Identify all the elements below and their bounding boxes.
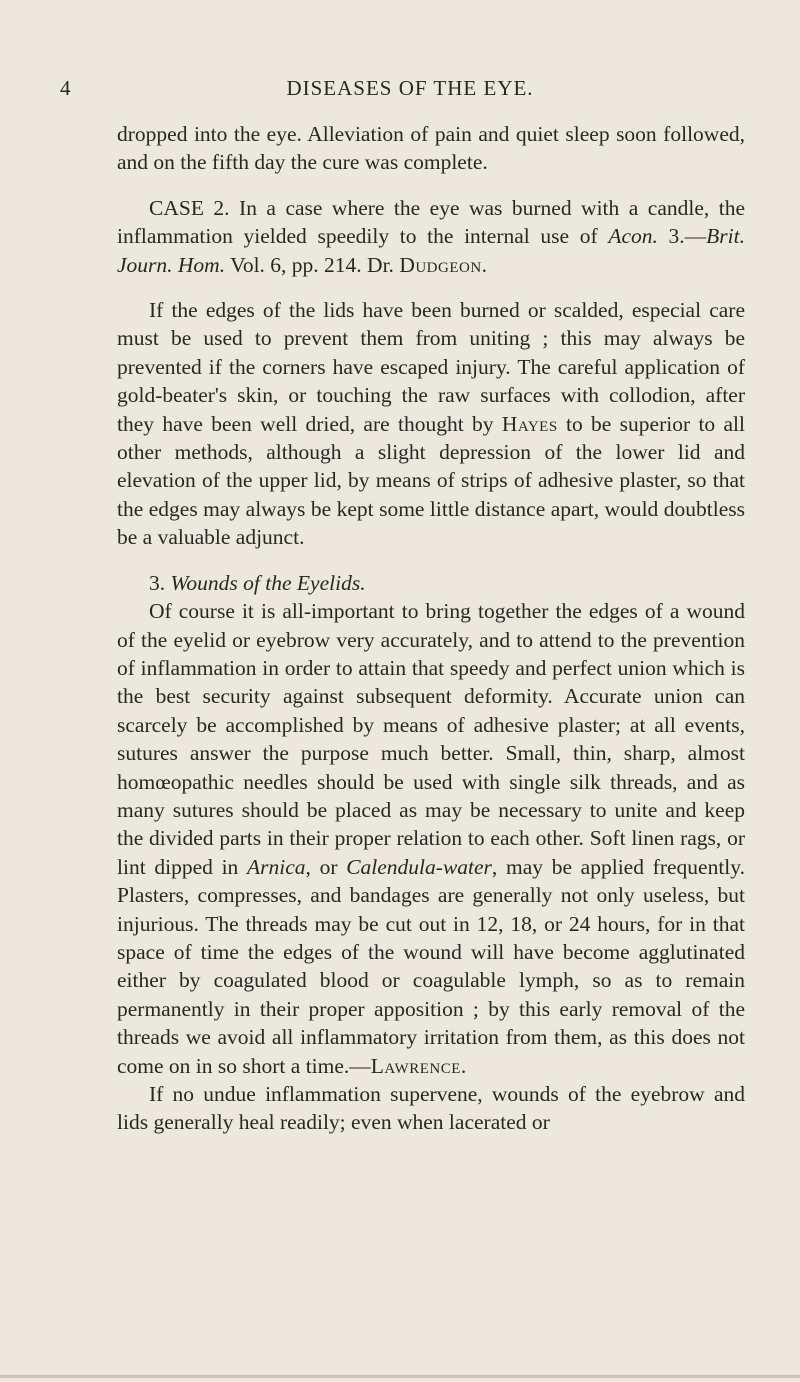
page-number: 4: [60, 76, 72, 100]
paragraph-case-2: [117, 194, 745, 279]
remedy-acon: Acon.: [608, 224, 658, 249]
page-edge-rule: [0, 1375, 800, 1378]
remedy-calendula: Calendula-water: [346, 854, 492, 879]
section-title: Wounds of the Eyelids.: [170, 570, 366, 595]
wounds-text-c: , may be applied frequently. Plasters, compresses, and bandages are generally not only useless, but injurious. The threads may be cut out in 12, 18, or 24 hours, for in that space of time the edges of the wound will have become agglutinated either by coagulated blood or coagulable lymph, so as to remain permanently in their proper apposition ; by this early removal of the threads we avoid all inflammatory irritation from them, as this does not come on in so short a time.—: [117, 854, 745, 1078]
case-text: In a case where the eye was burned with a candle, the inflammation yielded speedily to the internal use of: [117, 195, 745, 249]
paragraph-healing: If no undue inflammation supervene, wounds of the eyebrow and lids generally heal readily; even when lacerated or: [117, 1082, 745, 1135]
burned-lids-text-a: If the edges of the lids have been burned or scalded, especial care must be used to prevent them from uniting ; this may always be prevented if the corners have escaped injury. The careful application of gold-beater's skin, or touching the raw surfaces with collodion, after they have been well dried, are thought by: [117, 298, 745, 436]
case-ref: Vol. 6, pp. 214. Dr.: [225, 252, 400, 277]
paragraph-wounds: [117, 597, 745, 1080]
section-heading: [117, 569, 745, 597]
body-text: [117, 120, 745, 1137]
author-dudgeon: Dudgeon.: [399, 252, 488, 277]
page-header: [60, 76, 740, 106]
section-number: 3.: [149, 570, 166, 595]
burned-lids-text-b: to be superior to all other methods, although a slight depression of the lower lid and elevation of the upper lid, by means of strips of adhesive plaster, so that the edges may always be kept some little distance apart, would doubtless be a valuable adjunct.: [117, 411, 745, 550]
paragraph-continuation: dropped into the eye. Alleviation of pain and quiet sleep soon followed, and on the fifth day the cure was complete.: [117, 122, 745, 175]
case-mid: 3.—: [657, 224, 707, 249]
remedy-arnica: Arnica: [247, 854, 306, 879]
author-hayes: Hayes: [501, 411, 558, 436]
wounds-text-a: Of course it is all-important to bring together the edges of a wound of the eyelid or eyebrow very accurately, and to attend to the prevention of inflammation in order to attain that speedy and perfect union which is the best security against subsequent deformity. Accurate union can scarcely be accomplished by means of adhesive plaster; at all events, sutures answer the purpose much better. Small, thin, sharp, almost homœopathic needles should be used with single silk threads, and as many sutures should be placed as may be necessary to unite and keep the divided parts in their proper relation to each other. Soft linen rags, or lint dipped in: [117, 599, 745, 879]
journal-citation: Brit. Journ. Hom.: [117, 224, 745, 277]
wounds-text-b: , or: [305, 854, 347, 879]
author-lawrence: Lawrence.: [370, 1053, 467, 1078]
paragraph-burned-lids: [117, 296, 745, 552]
running-head: DISEASES OF THE EYE.: [286, 76, 534, 100]
case-label: CASE 2.: [149, 195, 230, 220]
